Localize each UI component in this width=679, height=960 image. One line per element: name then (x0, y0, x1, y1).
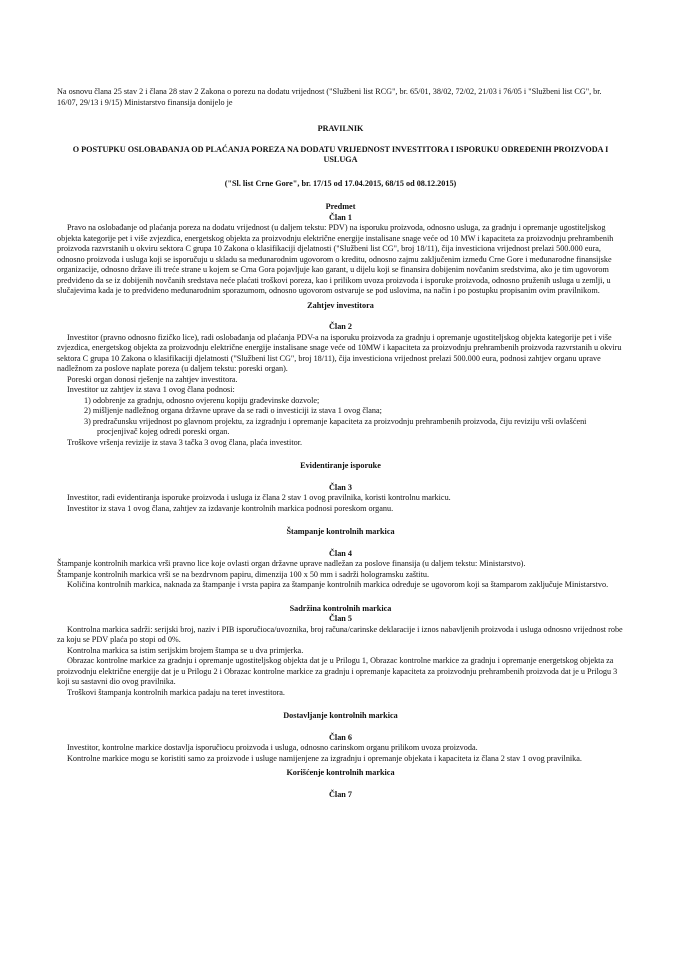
section-heading: Sadržina kontrolnih markica (289, 603, 392, 613)
list-item: 3) predračunsku vrijednost po glavnom projektu, za izgradnju i opremanje kapaciteta za proizvodnju prehrambenih proizvoda, čiju reviziju vrši ovlašćeni procjenjivač kojeg odredi poreski organ. (84, 416, 587, 436)
article-paragraph: Štampanje kontrolnih markica vrši se na bezdrvnom papiru, dimenzija 100 x 50 mm i sadrži hologramsku zaštitu. (57, 569, 429, 579)
article-paragraph: Pravo na oslobađanje od plaćanja poreza na dodatu vrijednost (u daljem tekstu: PDV) na isporuku proizvoda, odnosno usluga, za gradnju i opremanje ugostiteljskog objekta kategorije pet i više zvjezdica, energetskog objekta za proizvodnju električne energije instalisane snage veće od 10 MW i kapaciteta za proizvodnju prehrambenih proizvoda razvrstanih u okviru sektora C grupa 10 Zakona o klasifikaciji djelatnosti ("Službeni list CG", broj 18/11), čija investiciona vrijednost prelazi 500.000 eura, odnosno proizvoda i usluga koji se isporučuju u skladu sa međunarodnim ugovorom o kreditu, odnosno zajmu zaključenim između Crne Gore i međunarodne finansijske organizacije, odnosno države ili treće strane u kojem se Crna Gora pojavljuje kao garant, u dijelu koji se finansira dobijenim novčanim sredstvima, ako je tim ugovorom predviđeno da se iz dobijenih novčanih sredstava neće plaćati troškovi poreza, kao i prilikom uvoza proizvoda i isporuke proizvoda, odnosno pruženih usluga u zemlji, u slučajevima kada je to predviđeno međunarodnim sporazumom, odnosno ugovorom ostvaruje se pod uslovima, na način i po postupku propisanim ovim pravilnikom. (57, 223, 614, 295)
gazette-reference: ("Sl. list Crne Gore", br. 17/15 od 17.04.2015, 68/15 od 08.12.2015) (224, 178, 457, 188)
article-paragraph: Investitor (pravno odnosno fizičko lice), radi oslobađanja od plaćanja PDV-a na isporuku proizvoda za gradnju i opremanje ugostiteljskog objekta kategorije pet i više zvjezdica, energetskog objekta za proizvodnju električne energije instalisane snage veće od 10MW i kapaciteta za proizvodnju prehrambenih proizvoda razvrstanih u okviru sektora C grupa 10 Zakona o klasifikaciji djelatnosti ("Službeni list CG", broj 18/11), čija investiciona vrijednost prelazi 500.000 eura, podnosi zahtjev organu uprave nadležnom za poslove naplate poreza (u daljem tekstu: poreski organ). (57, 332, 622, 373)
article-number: Član 2 (329, 322, 352, 331)
section-sadrzina-kontrolnih-markica (57, 604, 624, 699)
section-stampanje-kontrolnih-markica (57, 527, 624, 591)
article-number: Član 3 (329, 482, 352, 492)
article-paragraph: Kontrolne markice mogu se koristiti samo za proizvode i usluge namijenjene za izgradnju i opremanje objekata i kapaciteta iz člana 2 stav 1 ovog pravilnika. (67, 753, 582, 763)
article-number: Član 5 (329, 614, 352, 623)
section-koriscenje-kontrolnih-markica (57, 768, 624, 800)
section-predmet (57, 202, 624, 297)
section-evidentiranje-isporuke (57, 461, 624, 514)
section-heading: Predmet (325, 202, 356, 211)
article-number: Član 6 (329, 732, 352, 742)
article-paragraph: Obrazac kontrolne markice za gradnju i opremanje ugostiteljskog objekta dat je u Prilogu 1, Obrazac kontrolne markice za gradnju i opremanje energetskog objekta za proizvodnju električne energije dat je u Prilogu 2 i Obrazac kontrolne markice za gradnju i opremanje kapaciteta za proizvodnju prehrambenih proizvoda dat je u Prilogu 3 koji su sastavni dio ovog pravilnika. (57, 656, 618, 686)
document-subtitle: O POSTUPKU OSLOBAĐANJA OD PLAĆANJA POREZA NA DODATU VRIJEDNOST INVESTITORA I ISPORUKU ODREĐENIH PROIZVODA I USLUGA (72, 144, 609, 164)
section-heading: Dostavljanje kontrolnih markica (283, 711, 398, 720)
article-paragraph: Troškove vršenja revizije iz stava 3 tačka 3 ovog člana, plaća investitor. (67, 437, 303, 447)
document-page (57, 87, 624, 800)
list-item: 1) odobrenje za gradnju, odnosno ovjerenu kopiju građevinske dozvole; (84, 395, 320, 405)
section-zahtjev-investitora (57, 301, 624, 449)
section-heading: Zahtjev investitora (307, 300, 374, 310)
section-heading: Štampanje kontrolnih markica (286, 527, 395, 536)
section-dostavljanje-kontrolnih-markica (57, 711, 624, 764)
section-heading: Evidentiranje isporuke (300, 461, 381, 470)
list-item: 2) mišljenje nadležnog organa državne uprave da se radi o investiciji iz stava 1 ovog člana; (84, 406, 382, 415)
section-heading: Korišćenje kontrolnih markica (286, 768, 395, 777)
document-title: PRAVILNIK (317, 124, 364, 133)
article-number: Član 4 (329, 548, 352, 558)
article-paragraph: Količina kontrolnih markica, naknada za štampanje i vrsta papira za štampanje kontrolnih markica određuje se ugovorom koji sa štamparom zaključuje Ministarstvo. (67, 580, 609, 589)
article-paragraph: Troškovi štampanja kontrolnih markica padaju na teret investitora. (67, 687, 285, 697)
article-paragraph: Štampanje kontrolnih markica vrši pravno lice koje ovlasti organ državne uprave nadležan za poslove finansija (u daljem tekstu: Ministarstvo). (57, 559, 526, 568)
article-paragraph: Investitor uz zahtjev iz stava 1 ovog člana podnosi: (67, 385, 235, 394)
requirements-list (57, 396, 624, 438)
article-paragraph: Kontrolna markica sa istim serijskim brojem štampa se u dva primjerka. (67, 645, 304, 655)
article-paragraph: Investitor, kontrolne markice dostavlja isporučiocu proizvoda i usluga, odnosno carinskom organu prilikom uvoza proizvoda. (67, 743, 478, 752)
article-paragraph: Kontrolna markica sadrži: serijski broj, naziv i PIB isporučioca/uvoznika, broj računa/carinske deklaracije i iznos nabavljenih proizvoda i usluga odnosno vrijednost robe za koju se PDV plaća po stopi od 0%. (57, 624, 623, 644)
article-paragraph: Investitor iz stava 1 ovog člana, zahtjev za izdavanje kontrolnih markica podnosi poreskom organu. (67, 503, 394, 513)
preamble: Na osnovu člana 25 stav 2 i člana 28 stav 2 Zakona o porezu na dodatu vrijednost ("Službeni list RCG", br. 65/01, 38/02, 72/02, 21/03 i 76/05 i "Službeni list CG", br. 16/07, 29/13 i 9/15) Ministarstvo finansija donijelo je (57, 87, 602, 107)
article-number: Član 7 (329, 789, 352, 799)
article-number: Član 1 (329, 212, 352, 222)
article-paragraph: Poreski organ donosi rješenje na zahtjev investitora. (67, 374, 238, 384)
article-paragraph: Investitor, radi evidentiranja isporuke proizvoda i usluga iz člana 2 stav 1 ovog pravilnika, koristi kontrolnu markicu. (67, 493, 451, 502)
